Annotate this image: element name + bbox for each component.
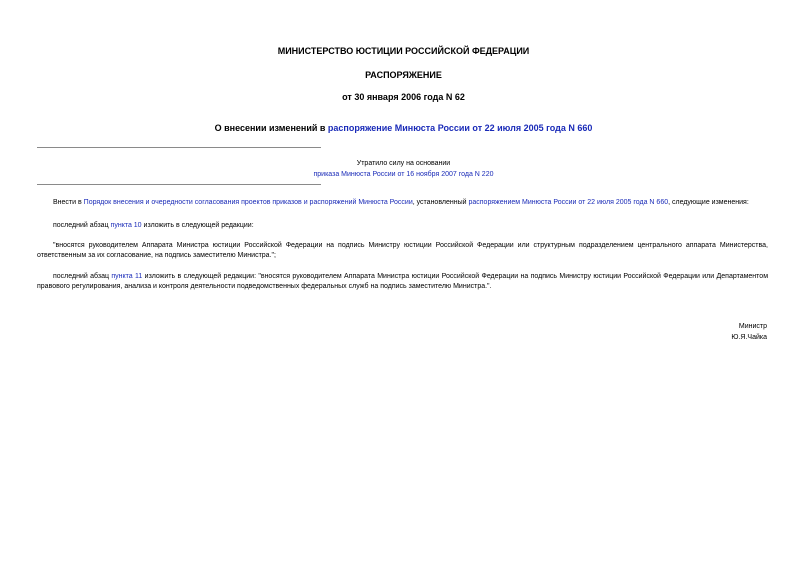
order-660-link[interactable]: распоряжением Минюста России от 22 июля 2005 года N 660 [468, 199, 669, 206]
repealing-order-link[interactable]: приказа Минюста России от 16 ноября 2007 года N 220 [313, 171, 494, 178]
procedure-link[interactable]: Порядок внесения и очередности согласования проектов приказов и распоряжений Минюста России [83, 199, 413, 206]
paragraph-text: Внести в [53, 199, 84, 206]
status-note-text: Утратило силу на основании [356, 160, 451, 167]
document-title [0, 122, 807, 134]
paragraph-text: последний абзац [53, 273, 112, 280]
signatory-name: Ю.Я.Чайка [731, 334, 767, 341]
paragraph-point-10 [37, 221, 768, 231]
document-title-prefix: О внесении изменений в [214, 123, 328, 133]
paragraph-point-10-text: "вносятся руководителем Аппарата Министра юстиции Российской Федерации на подпись Министру юстиции Российской Федерации или структурным подразделением центрального аппарата Министерства, ответственным за их согласование, на подпись заместителю Министра."; [37, 242, 768, 259]
point-11-link[interactable]: пункта 11 [111, 273, 143, 280]
document-type-heading: РАСПОРЯЖЕНИЕ [365, 70, 442, 80]
paragraph-text: , следующие изменения: [668, 199, 749, 206]
ministry-heading: МИНИСТЕРСТВО ЮСТИЦИИ РОССИЙСКОЙ ФЕДЕРАЦИИ [277, 46, 530, 56]
document-date-heading: от 30 января 2006 года N 62 [342, 92, 465, 102]
paragraph-text: , установленный [412, 199, 469, 206]
amended-order-link[interactable]: распоряжение Минюста России от 22 июля 2005 года N 660 [327, 123, 593, 133]
paragraph-point-11 [37, 272, 768, 292]
paragraph-text: последний абзац [53, 222, 111, 229]
paragraph-amendment-intro [37, 198, 768, 208]
paragraph-text: изложить в следующей редакции: "вносятся руководителем Аппарата Министра юстиции Российской Федерации на подпись Министру юстиции Российской Федерации или Департаментом правового регулирования, анализа и контроля деятельности подведомственных федеральных служб на подпись заместителю Министра.". [37, 273, 769, 290]
bottom-divider [37, 184, 321, 185]
signatory-title: Министр [738, 323, 767, 330]
top-divider [37, 147, 321, 148]
paragraph-text: изложить в следующей редакции: [141, 222, 254, 229]
status-note-line [0, 170, 807, 180]
point-10-link[interactable]: пункта 10 [110, 222, 142, 229]
